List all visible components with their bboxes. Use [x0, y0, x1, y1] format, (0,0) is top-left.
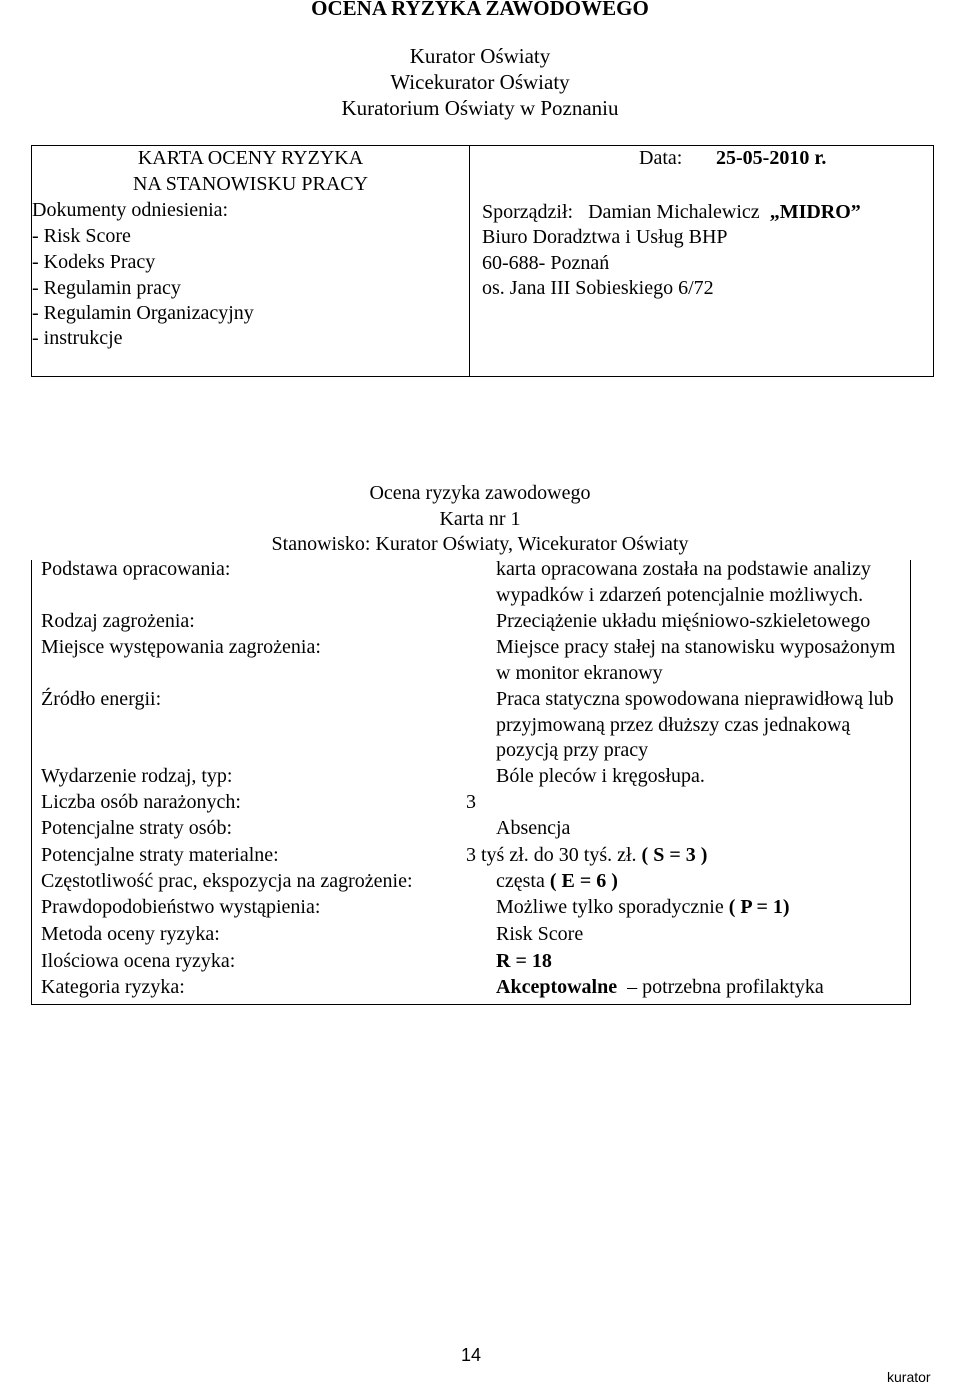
row-label: Potencjalne straty osób: [41, 817, 233, 839]
row-label: Źródło energii: [41, 688, 162, 710]
company-street: os. Jana III Sobieskiego 6/72 [482, 277, 714, 299]
value-bold: ( E = 6 ) [549, 870, 618, 892]
company-postal: 60-688- Poznań [482, 252, 610, 274]
doc-item: - Kodeks Pracy [32, 251, 156, 273]
row-label: Metoda oceny ryzyka: [41, 923, 220, 945]
row-value: Przeciążenie układu mięśniowo-szkieletowego [496, 610, 871, 632]
row-value: Praca statyczna spowodowana nieprawidłową lub [496, 688, 894, 710]
row-value: w monitor ekranowy [496, 662, 663, 684]
row-label: Liczba osób narażonych: [41, 791, 241, 813]
doc-item: - instrukcje [32, 327, 123, 349]
row-label: Podstawa opracowania: [41, 558, 231, 580]
row-value: 3 [466, 791, 476, 813]
row-value [496, 976, 824, 999]
card-title-2: NA STANOWISKU PRACY [132, 173, 369, 195]
docs-label: Dokumenty odniesienia: [32, 199, 229, 221]
card-title-1: KARTA OCENY RYZYKA [137, 147, 364, 169]
row-value: pozycją przy pracy [496, 739, 649, 761]
prepared-name: Damian Michalewicz [588, 201, 760, 223]
row-value [496, 896, 790, 919]
row-label: Kategoria ryzyka: [41, 976, 185, 998]
row-value: Absencja [496, 817, 571, 839]
row-label: Wydarzenie rodzaj, typ: [41, 765, 233, 787]
corner-text: kurator [887, 1369, 931, 1385]
row-value: przyjmowaną przez dłuższy czas jednakową [496, 714, 851, 736]
row-value: Risk Score [496, 923, 584, 945]
header-line-1: Kurator Oświaty [409, 44, 551, 68]
value-bold: ( P = 1) [728, 896, 790, 918]
value-bold: Akceptowalne [496, 976, 618, 998]
row-label: Miejsce występowania zagrożenia: [41, 636, 321, 658]
value-text: – potrzebna profilaktyka [627, 976, 824, 998]
value-text: Możliwe tylko sporadycznie [496, 896, 724, 918]
row-value [466, 844, 707, 867]
prepared-label: Sporządził: [482, 201, 574, 223]
row-value: Miejsce pracy stałej na stanowisku wyposażonym [496, 636, 896, 658]
prepared-line [482, 201, 861, 224]
risk-card-box [31, 145, 934, 377]
assessment-heading: Ocena ryzyka zawodowego [369, 482, 591, 504]
date-value: 25-05-2010 r. [716, 147, 827, 169]
row-value: R = 18 [496, 950, 552, 972]
assessment-table [31, 560, 911, 1005]
row-value [496, 870, 618, 893]
document-title: OCENA RYZYKA ZAWODOWEGO [311, 0, 649, 20]
row-label: Rodzaj zagrożenia: [41, 610, 195, 632]
header-line-3: Kuratorium Oświaty w Poznaniu [341, 96, 619, 120]
row-label: Częstotliwość prac, ekspozycja na zagrożenie: [41, 870, 413, 892]
company-line: Biuro Doradztwa i Usług BHP [482, 226, 728, 248]
row-label: Potencjalne straty materialne: [41, 844, 279, 866]
doc-item: - Regulamin Organizacyjny [32, 302, 254, 324]
row-label: Prawdopodobieństwo wystąpienia: [41, 896, 321, 918]
row-value: Bóle pleców i kręgosłupa. [496, 765, 705, 787]
row-value: wypadków i zdarzeń potencjalnie możliwych. [496, 584, 864, 606]
company-brand: „MIDRO” [769, 201, 861, 223]
position-title: Stanowisko: Kurator Oświaty, Wicekurator Oświaty [271, 533, 689, 555]
value-bold: ( S = 3 ) [641, 844, 708, 866]
value-text: 3 tyś zł. do 30 tyś. zł. [466, 844, 637, 866]
header-line-2: Wicekurator Oświaty [390, 70, 570, 94]
row-label: Ilościowa ocena ryzyka: [41, 950, 236, 972]
row-value: karta opracowana została na podstawie analizy [496, 558, 871, 580]
card-number: Karta nr 1 [439, 508, 521, 530]
card-divider [469, 146, 470, 376]
date-label: Data: [639, 147, 683, 169]
value-text: częsta [496, 870, 545, 892]
doc-item: - Regulamin pracy [32, 277, 181, 299]
doc-item: - Risk Score [32, 225, 131, 247]
page-number: 14 [461, 1345, 482, 1365]
